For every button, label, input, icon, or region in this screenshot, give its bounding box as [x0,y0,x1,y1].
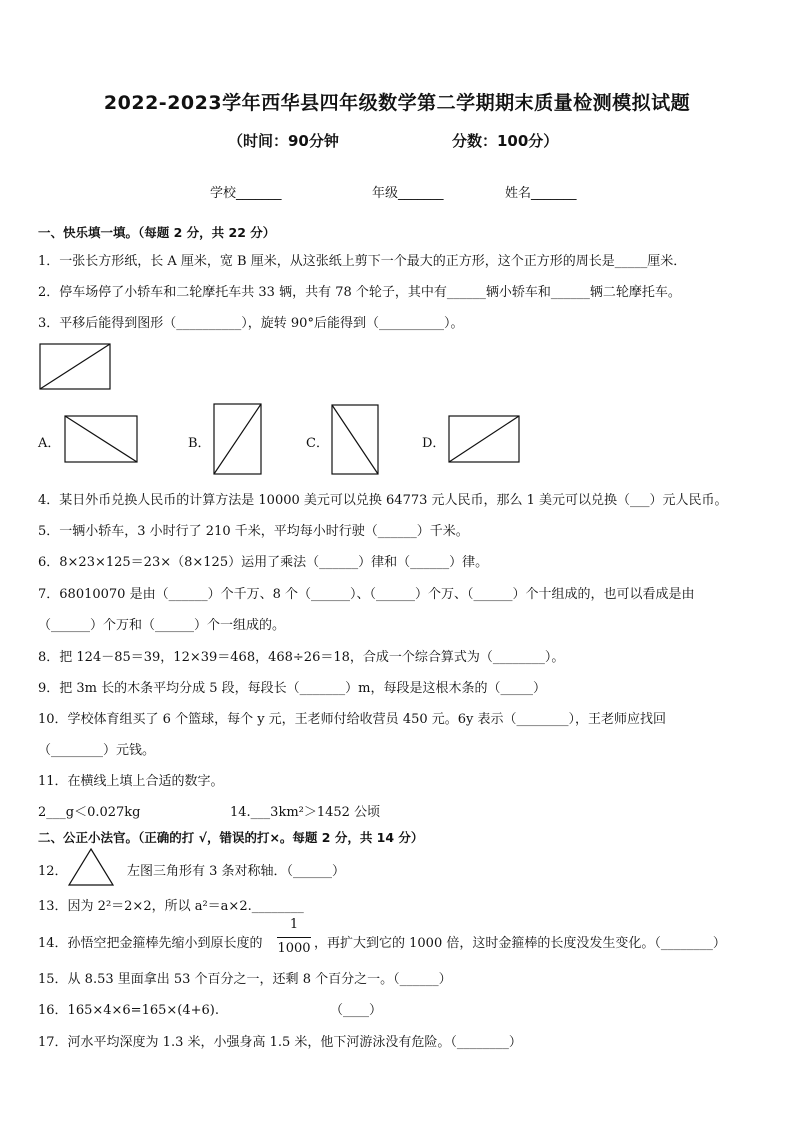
question-12-text: 左图三角形有 3 条对称轴．（______） [127,864,346,879]
exam-time: （时间：90分钟 [228,132,339,150]
option-b-label: B． [188,436,211,451]
question-17: 17．河水平均深度为 1.3 米，小强身高 1.5 米，他下河游泳没有危险。（________） [38,1035,522,1050]
question-15: 15．从 8.53 里面拿出 53 个百分之一，还剩 8 个百分之一。（______） [38,972,452,987]
question-7-line-1: 7．68010070 是由（______）个千万、8 个（______）、（______）个万、（______）个十组成的，也可以看成是由 [38,587,695,602]
question-16-blank[interactable]: （____） [330,1003,383,1018]
exam-score: 分数：100分） [452,132,559,150]
question-10-line-1: 10．学校体育组买了 6 个篮球，每个 y 元，王老师付给收营员 450 元。6y 表示（________），王老师应找回 [38,712,667,727]
school-field[interactable]: 学校_______ [210,186,282,201]
question-3: 3．平移后能得到图形（__________），旋转 90°后能得到（__________）。 [38,316,464,331]
triangle-figure [67,847,115,887]
question-4: 4．某日外币兑换人民币的计算方法是 10000 美元可以兑换 64773 元人民币，那么 1 美元可以兑换（___）元人民币。 [38,493,728,508]
question-14-prefix: 14．孙悟空把金箍棒先缩小到原长度的 [38,936,263,951]
option-a-figure[interactable] [64,415,139,463]
question-11-part-b: 14.___3km²＞1452 公顷 [230,805,381,820]
question-7-line-2: （______）个万和（______）个一组成的。 [38,618,286,633]
question-12-number: 12． [38,864,68,879]
fraction-numerator: 1 [289,917,299,932]
question-11: 11．在横线上填上合适的数字。 [38,774,224,789]
fraction-denominator: 1000 [277,941,311,956]
section-1-heading: 一、快乐填一填。（每题 2 分，共 22 分） [38,225,276,240]
question-2: 2．停车场停了小轿车和二轮摩托车共 33 辆，共有 78 个轮子，其中有______辆小轿车和______辆二轮摩托车。 [38,285,681,300]
name-field[interactable]: 姓名_______ [505,186,577,201]
option-b-figure[interactable] [213,403,263,475]
question-16: 16．165×4×6=165×(4+6). [38,1003,219,1018]
option-c-figure[interactable] [331,404,379,475]
question-9: 9．把 3m 长的木条平均分成 5 段，每段长（_______）m，每段是这根木条的（_____） [38,681,546,696]
question-1: 1．一张长方形纸，长 A 厘米，宽 B 厘米，从这张纸上剪下一个最大的正方形，这个正方形的周长是_____厘米． [38,254,687,269]
question-8: 8．把 124－85＝39，12×39＝468，468÷26＝18，合成一个综合算式为（________）。 [38,650,565,665]
reference-rectangle-figure [39,343,112,390]
question-14-suffix: ，再扩大到它的 1000 倍，这时金箍棒的长度没发生变化。（________） [314,936,726,951]
page-title: 2022-2023学年西华县四年级数学第二学期期末质量检测模拟试题 [103,92,691,114]
option-c-label: C． [306,436,329,451]
section-2-heading: 二、公正小法官。（正确的打 √，错误的打×。每题 2 分，共 14 分） [38,830,424,845]
fraction-bar [277,937,311,938]
question-10-line-2: （________）元钱。 [38,743,156,758]
option-d-figure[interactable] [448,415,521,463]
question-13: 13．因为 2²＝2×2，所以 a²＝a×2.________ [38,899,304,914]
question-6: 6．8×23×125＝23×（8×125）运用了乘法（______）律和（______）律。 [38,555,489,570]
grade-field[interactable]: 年级_______ [372,186,444,201]
option-d-label: D． [422,436,446,451]
question-5: 5．一辆小轿车，3 小时行了 210 千米，平均每小时行驶（______）千米。 [38,524,469,539]
option-a-label: A． [38,436,61,451]
question-11-part-a: 2___g＜0.027kg [38,805,141,820]
